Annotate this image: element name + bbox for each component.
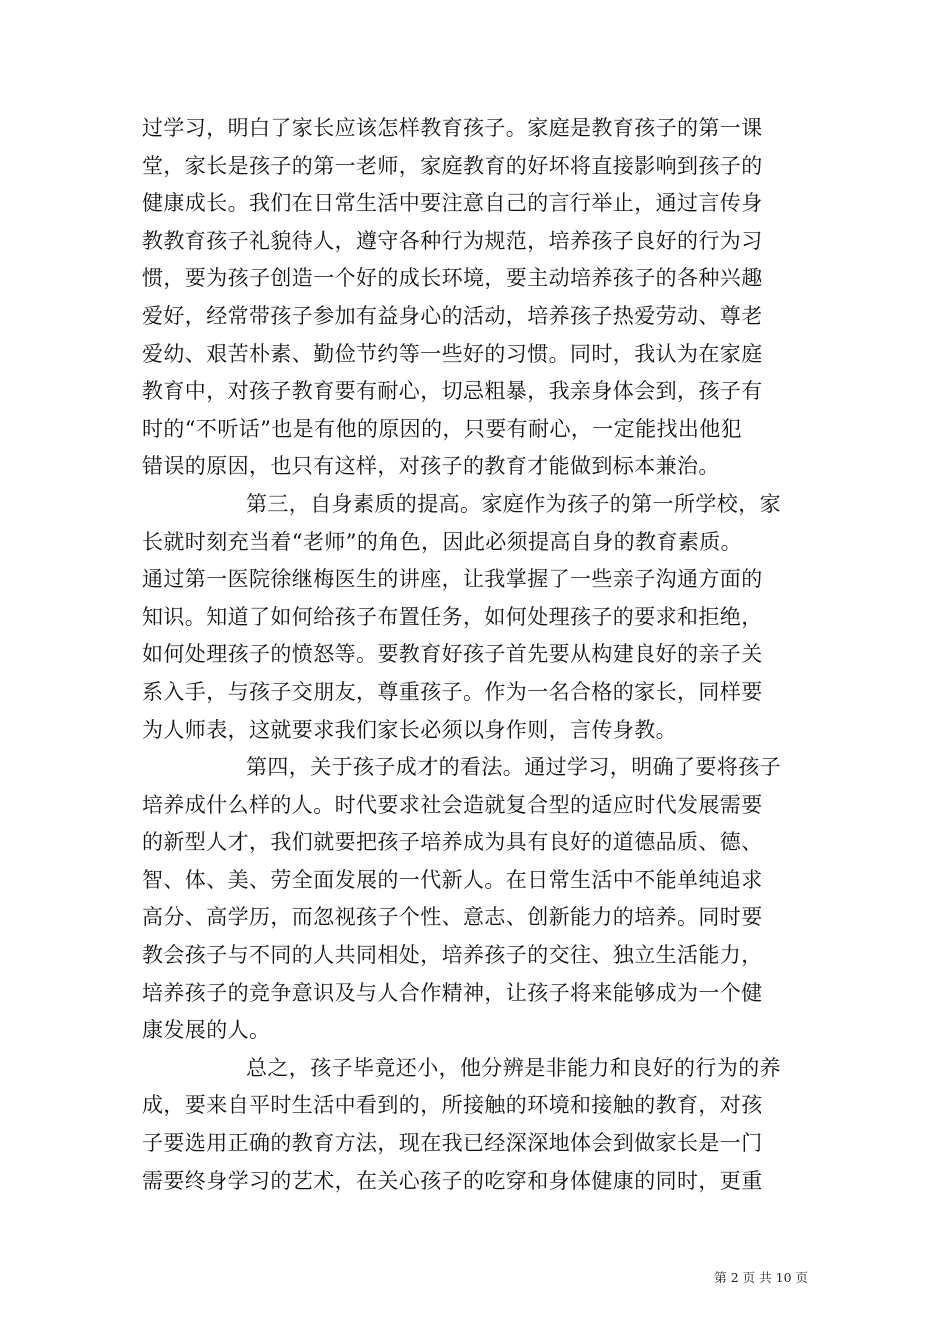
text-line: 教育中，对孩子教育要有耐心，切忌粗暴，我亲身体会到，孩子有 [142,379,763,404]
text-line: 第三，自身素质的提高。家庭作为孩子的第一所学校，家 [246,491,781,516]
text-line: 教会孩子与不同的人共同相处，培养孩子的交往、独立生活能力， [142,943,763,968]
text-line: 教教育孩子礼貌待人，遵守各种行为规范，培养孩子良好的行为习 [142,228,763,253]
paragraph [142,110,808,486]
text-line: 为人师表，这就要求我们家长必须以身作则，言传身教。 [142,717,677,742]
text-line: 通过第一医院徐继梅医生的讲座，让我掌握了一些亲子沟通方面的 [142,567,763,592]
text-line: 知识。知道了如何给孩子布置任务，如何处理孩子的要求和拒绝， [142,604,763,629]
text-line: 成，要来自平时生活中看到的，所接触的环境和接触的教育，对孩 [142,1093,763,1118]
text-line: 爱幼、艰苦朴素、勤俭节约等一些好的习惯。同时，我认为在家庭 [142,341,763,366]
text-line: 总之，孩子毕竟还小，他分辨是非能力和良好的行为的养 [246,1055,781,1080]
paragraph [142,749,808,1050]
text-line: 智、体、美、劳全面发展的一代新人。在日常生活中不能单纯追求 [142,867,763,892]
text-line: 系入手，与孩子交朋友，尊重孩子。作为一名合格的家长，同样要 [142,679,763,704]
text-line: 错误的原因，也只有这样，对孩子的教育才能做到标本兼治。 [142,454,720,479]
page-number-footer: 第 2 页 共 10 页 [714,1270,808,1285]
text-line: 惯，要为孩子创造一个好的成长环境，要主动培养孩子的各种兴趣 [142,266,763,291]
text-line: 过学习，明白了家长应该怎样教育孩子。家庭是教育孩子的第一课 [142,116,763,140]
text-line: 需要终身学习的艺术，在关心孩子的吃穿和身体健康的同时，更重 [142,1168,763,1193]
text-line: 堂，家长是孩子的第一老师，家庭教育的好坏将直接影响到孩子的 [142,153,763,178]
text-line: 的新型人才，我们就要把孩子培养成为具有良好的道德品质、德、 [142,830,763,855]
paragraph [142,1050,808,1200]
text-line: 健康成长。我们在日常生活中要注意自己的言行举止，通过言传身 [142,191,763,216]
text-line: 第四，关于孩子成才的看法。通过学习，明确了要将孩子 [246,755,781,780]
text-line: 时的“不听话”也是有他的原因的，只要有耐心，一定能找出他犯 [142,416,743,441]
document-body [142,110,808,1200]
paragraph [142,486,808,749]
text-line: 如何处理孩子的愤怒等。要教育好孩子首先要从构建良好的亲子关 [142,642,763,667]
text-line: 培养成什么样的人。时代要求社会造就复合型的适应时代发展需要 [142,792,763,817]
text-line: 子要选用正确的教育方法，现在我已经深深地体会到做家长是一门 [142,1131,763,1156]
text-line: 培养孩子的竞争意识及与人合作精神，让孩子将来能够成为一个健 [142,980,763,1005]
text-line: 爱好，经常带孩子参加有益身心的活动，培养孩子热爱劳动、尊老 [142,303,763,328]
text-line: 长就时刻充当着“老师”的角色，因此必须提高自身的教育素质。 [142,529,743,554]
text-line: 康发展的人。 [142,1018,271,1043]
text-line: 高分、高学历，而忽视孩子个性、意志、创新能力的培养。同时要 [142,905,763,930]
